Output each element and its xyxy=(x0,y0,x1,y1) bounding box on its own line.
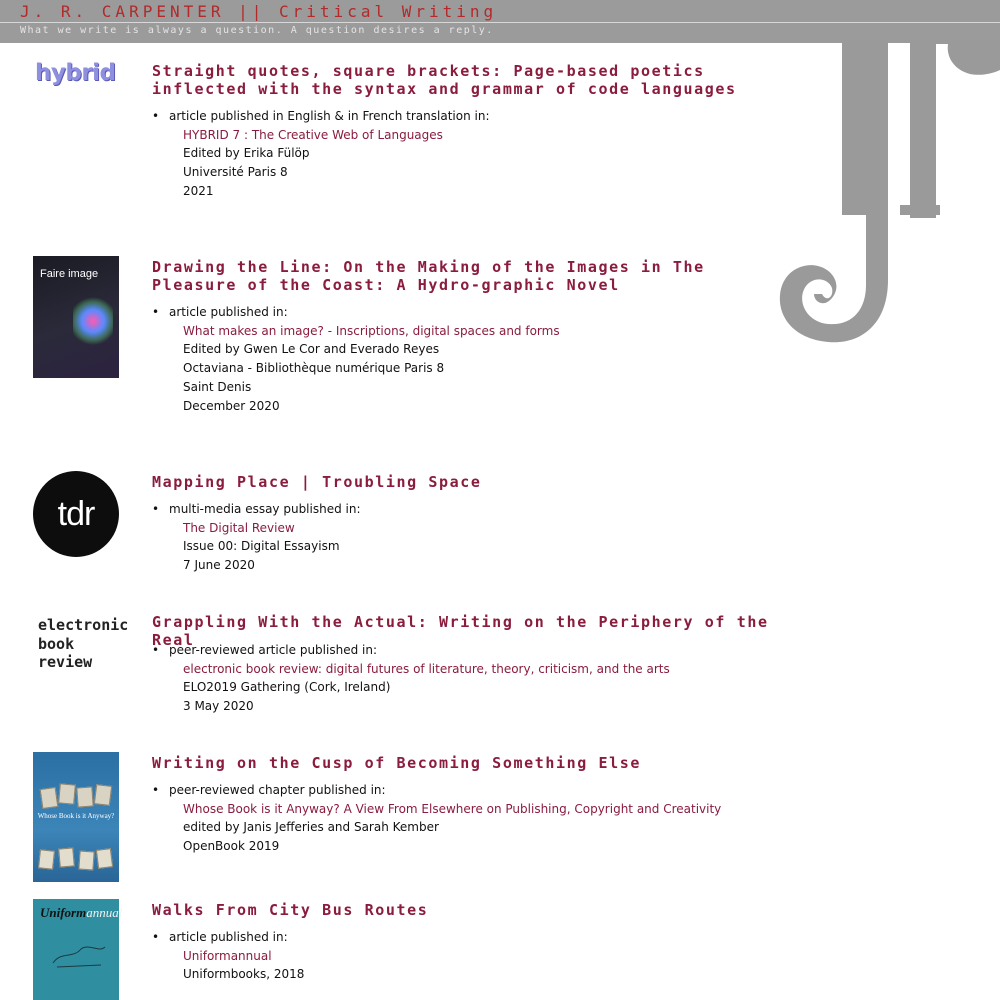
cover-sketch xyxy=(51,941,107,971)
cover-artwork-lower xyxy=(39,848,113,868)
cover-artwork xyxy=(41,784,111,806)
cover-title-part: Uniform xyxy=(40,905,87,920)
publication-link[interactable]: Whose Book is it Anyway? A View From Elsewhere on Publishing, Copyright and Creativity xyxy=(183,801,722,816)
tdr-thumbnail[interactable] xyxy=(33,471,119,557)
detail-line: 3 May 2020 xyxy=(183,699,254,714)
hybrid-thumbnail[interactable] xyxy=(33,60,119,86)
detail-line: 7 June 2020 xyxy=(183,558,255,573)
entry-title[interactable]: Mapping Place | Troubling Space xyxy=(152,473,482,491)
detail-line: Université Paris 8 xyxy=(183,165,288,180)
entry-details xyxy=(152,781,802,856)
detail-line: edited by Janis Jefferies and Sarah Kember xyxy=(183,820,439,835)
ebr-logo-line: book xyxy=(38,634,75,653)
detail-line: Saint Denis xyxy=(183,379,252,394)
cover-title xyxy=(40,905,122,921)
entry-title[interactable]: Straight quotes, square brackets: Page-based poetics inflected with the syntax and grammar of code languages xyxy=(152,62,737,98)
publication-type: • article published in: xyxy=(152,928,802,947)
entry-details xyxy=(152,107,802,201)
detail-line: 2021 xyxy=(183,183,214,198)
publication-link[interactable]: electronic book review: digital futures of literature, theory, criticism, and the arts xyxy=(183,661,670,676)
publication-type: • multi-media essay published in: xyxy=(152,500,802,519)
hybrid-logo: hybrid xyxy=(35,60,116,86)
site-tagline: What we write is always a question. A question desires a reply. xyxy=(20,25,494,36)
detail-line: Issue 00: Digital Essayism xyxy=(183,539,340,554)
site-header xyxy=(0,0,1000,43)
detail-line: December 2020 xyxy=(183,398,280,413)
publication-link[interactable]: Uniformannual xyxy=(183,948,272,963)
ebr-logo-line: electronic xyxy=(38,616,129,634)
detail-line: Octaviana - Bibliothèque numérique Paris 8 xyxy=(183,361,445,376)
publication-type: • article published in: xyxy=(152,303,802,322)
entry-details xyxy=(152,928,802,984)
publication-type: • article published in English & in French translation in: xyxy=(152,107,802,126)
publication-type: • peer-reviewed article published in: xyxy=(152,641,802,660)
ebr-logo-line: review xyxy=(38,653,93,671)
tdr-logo: tdr xyxy=(33,471,119,557)
faire-image-cover[interactable] xyxy=(33,256,119,378)
entry-details xyxy=(152,500,802,575)
detail-line: ELO2019 Gathering (Cork, Ireland) xyxy=(183,680,391,695)
ebr-logo xyxy=(33,616,129,672)
entry-title[interactable]: Drawing the Line: On the Making of the Images in The Pleasure of the Coast: A Hydro-graphic Novel xyxy=(152,258,705,294)
entry-title[interactable]: Writing on the Cusp of Becoming Something Else xyxy=(152,754,642,772)
cover-title-part: annual xyxy=(86,905,123,920)
cover-artwork xyxy=(73,296,113,346)
jr-monogram-logo xyxy=(770,40,1000,350)
header-rule xyxy=(0,22,1000,23)
whose-book-cover[interactable] xyxy=(33,752,119,882)
site-title[interactable]: J. R. CARPENTER || Critical Writing xyxy=(20,2,498,21)
entry-details xyxy=(152,303,802,415)
entry-details xyxy=(152,641,802,716)
publication-link[interactable]: The Digital Review xyxy=(183,520,295,535)
publication-type: • peer-reviewed chapter published in: xyxy=(152,781,802,800)
detail-line: Uniformbooks, 2018 xyxy=(183,967,305,982)
detail-line: Edited by Gwen Le Cor and Everado Reyes xyxy=(183,342,440,357)
publication-link[interactable]: What makes an image? - Inscriptions, digital spaces and forms xyxy=(183,323,560,338)
entry-title[interactable]: Walks From City Bus Routes xyxy=(152,901,429,919)
ebr-thumbnail[interactable] xyxy=(33,616,129,672)
uniform-annual-cover[interactable] xyxy=(33,899,123,1000)
entry-title[interactable]: Grappling With the Actual: Writing on the Periphery of the Real xyxy=(152,613,769,649)
detail-line: OpenBook 2019 xyxy=(183,839,280,854)
cover-title: Whose Book is it Anyway? xyxy=(37,812,115,820)
detail-line: Edited by Erika Fülöp xyxy=(183,146,310,161)
cover-title: Faire image xyxy=(40,268,99,280)
publication-link[interactable]: HYBRID 7 : The Creative Web of Languages xyxy=(183,127,443,142)
